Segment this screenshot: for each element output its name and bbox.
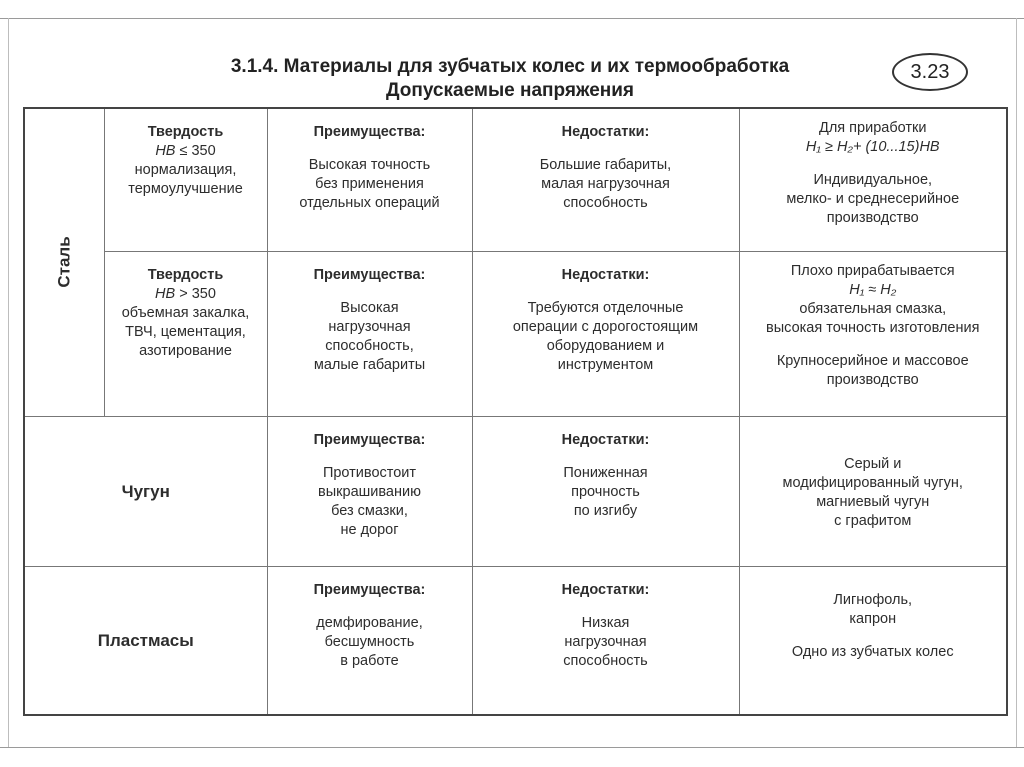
steel-hard-hardness-cell [104,251,267,416]
note-line: Для приработки [819,120,927,136]
cast-iron-disadvantages-cell [472,416,739,566]
steel-label: Сталь [54,236,74,288]
steel-soft-notes-cell [739,108,1007,251]
steel-hard-advantages-cell [267,251,472,416]
advantage-line: выкрашиванию [318,483,421,500]
advantage-line: бесшумность [324,633,415,650]
advantage-line: малые габариты [313,356,426,373]
title-line-1: 3.1.4. Материалы для зубчатых колес и их термообработка [230,56,790,77]
disadvantages-header: Недостатки: [561,266,650,283]
advantage-line: не дорог [340,521,399,538]
note-line: с графитом [834,512,912,529]
disadvantages-header: Недостатки: [561,124,650,140]
treatment-line: термоулучшение [128,181,243,197]
frame-bottom-border [0,747,1024,748]
note-line: производство [826,210,919,226]
hardness-value: HB > 350 [155,285,216,302]
advantages-header: Преимущества: [313,581,426,598]
disadvantage-line: Большие габариты, [539,157,672,173]
note-line: мелко- и среднесерийное [786,191,960,207]
advantage-line: нагрузочная [328,318,411,335]
advantage-line: Высокая [340,299,399,316]
advantage-line: способность, [325,337,414,354]
advantage-line: в работе [340,652,399,669]
frame-left-border [8,18,9,747]
steel-soft-hardness-cell [104,108,267,251]
hardness-header: Твердость [147,124,224,140]
disadvantage-line: инструментом [557,356,654,373]
hardness-value: HB ≤ 350 [155,143,216,159]
hardness-header: Твердость [147,266,224,283]
disadvantage-line: нагрузочная [564,633,647,650]
disadvantage-line: способность [563,195,648,211]
note-line: Лигнофоль, [833,591,913,608]
table-row-cast-iron [24,416,1007,566]
cast-iron-advantages-cell [267,416,472,566]
plastics-label: Пластмасы [24,566,267,715]
disadvantage-line: Требуются отделочные [527,299,684,316]
disadvantage-line: оборудованием и [546,337,665,354]
note-line: производство [826,371,919,388]
disadvantage-line: Низкая [581,614,630,631]
treatment-line: ТВЧ, цементация, [125,323,246,340]
note-line: Серый и [844,455,902,472]
disadvantage-line: малая нагрузочная [541,176,670,192]
materials-table [23,107,1008,716]
steel-cell [24,108,104,416]
table-row-steel-hard [24,251,1007,416]
treatment-line: азотирование [139,342,232,359]
note-line: Индивидуальное, [813,172,933,188]
steel-hard-disadvantages-cell [472,251,739,416]
note-formula: H₁ ≈ H₂ [849,281,897,298]
advantage-line: демфирование, [316,614,423,631]
advantage-line: Высокая точность [308,157,431,173]
note-line: магниевый чугун [816,493,930,510]
table-row-plastics [24,566,1007,715]
treatment-line: нормализация, [134,162,237,178]
slide-number-badge: 3.23 [892,53,968,91]
table-row-steel-soft [24,108,1007,251]
disadvantages-header: Недостатки: [561,581,650,598]
advantage-line: без применения [315,176,424,192]
steel-soft-advantages-cell [267,108,472,251]
disadvantages-header: Недостатки: [561,431,650,448]
note-line: Крупносерийное и массовое [776,352,969,369]
advantages-header: Преимущества: [313,124,426,140]
plastics-disadvantages-cell [472,566,739,715]
disadvantage-line: прочность [571,483,640,500]
disadvantage-line: по изгибу [573,502,638,519]
disadvantage-line: Пониженная [563,464,648,481]
advantage-line: отдельных операций [299,195,440,211]
note-line: Одно из зубчатых колес [791,643,954,660]
cast-iron-label: Чугун [24,416,267,566]
note-formula: H₁ ≥ H₂+ (10...15)HB [805,139,940,155]
note-line: обязательная смазка, [799,300,947,317]
note-line: Плохо прирабатывается [790,262,955,279]
page-title [180,55,840,103]
advantages-header: Преимущества: [313,266,426,283]
advantage-line: без смазки, [331,502,408,519]
disadvantage-line: операции с дорогостоящим [512,318,699,335]
title-line-2: Допускаемые напряжения [385,80,635,101]
cast-iron-notes-cell [739,416,1007,566]
steel-hard-notes-cell [739,251,1007,416]
frame-right-border [1016,18,1017,747]
note-line: капрон [849,610,897,627]
note-line: высокая точность изготовления [766,319,980,336]
note-line: модифицированный чугун, [782,474,963,491]
steel-soft-disadvantages-cell [472,108,739,251]
advantages-header: Преимущества: [313,431,426,448]
treatment-line: объемная закалка, [121,304,250,321]
plastics-notes-cell [739,566,1007,715]
plastics-advantages-cell [267,566,472,715]
advantage-line: Противостоит [322,464,417,481]
disadvantage-line: способность [563,652,648,669]
frame-top-border [0,18,1024,19]
